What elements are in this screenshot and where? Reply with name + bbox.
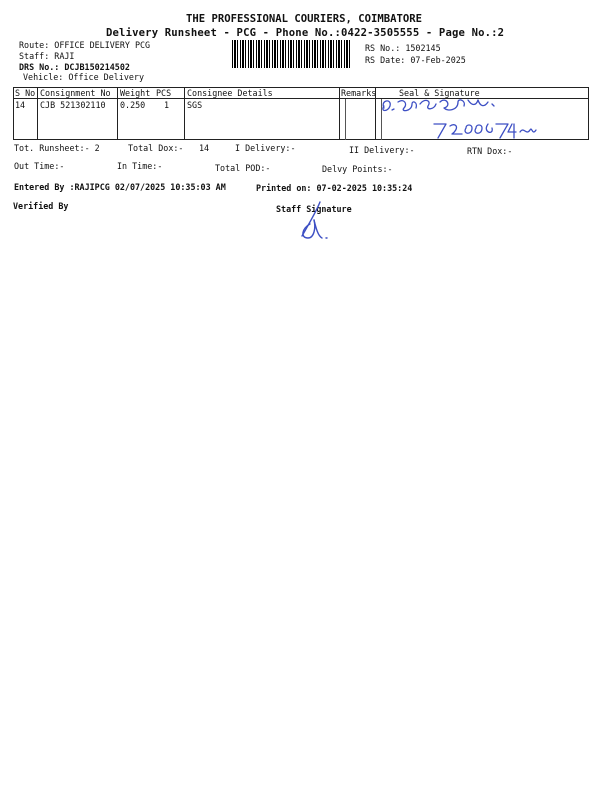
verified-by: Verified By (13, 201, 69, 211)
total-pod: Total POD:- (215, 163, 271, 173)
barcode-image (232, 40, 350, 68)
header-remarks: Remarks (341, 88, 377, 98)
header-seal-signature: Seal & Signature (399, 88, 480, 98)
first-delivery: I Delivery:- (235, 143, 296, 153)
second-delivery: II Delivery:- (349, 145, 415, 155)
rtn-dox: RTN Dox:- (467, 146, 513, 156)
rs-date: RS Date: 07-Feb-2025 (365, 55, 466, 65)
total-dox-value: 14 (199, 143, 210, 153)
staff-signature-mark (296, 198, 336, 246)
route-text: Route: OFFICE DELIVERY PCG (19, 40, 151, 50)
handwritten-receiver-signature (378, 96, 548, 140)
row-consignee: SGS (187, 100, 203, 110)
header-consignee: Consignee Details (187, 88, 273, 98)
col-divider-consignee-inner (345, 99, 346, 140)
company-title: THE PROFESSIONAL COURIERS, COIMBATORE (186, 13, 422, 25)
vehicle-text: Vehicle: Office Delivery (23, 72, 145, 82)
drs-number: DRS No.: DCJB150214502 (19, 62, 130, 72)
out-time: Out Time:- (14, 161, 65, 171)
rs-number: RS No.: 1502145 (365, 43, 441, 53)
delivery-points: Delvy Points:- (322, 164, 393, 174)
row-sno: 14 (15, 100, 26, 110)
col-divider-consignment (117, 87, 118, 140)
header-sno: S No (15, 88, 36, 98)
runsheet-subtitle: Delivery Runsheet - PCG - Phone No.:0422-3505555 - Page No.:2 (106, 27, 505, 39)
header-pcs: PCS (156, 88, 172, 98)
row-consignment-no: CJB 521302110 (40, 100, 106, 110)
staff-text: Staff: RAJI (19, 51, 75, 61)
total-dox-label: Total Dox:- (128, 143, 184, 153)
col-divider-consignee (339, 87, 340, 140)
header-consignment: Consignment No (40, 88, 111, 98)
total-runsheet: Tot. Runsheet:- 2 (14, 143, 100, 153)
in-time: In Time:- (117, 161, 163, 171)
table-border-right (588, 87, 589, 140)
header-weight: Weight (120, 88, 151, 98)
entered-by: Entered By :RAJIPCG 02/07/2025 10:35:03 AM (14, 182, 226, 192)
printed-on: Printed on: 07-02-2025 10:35:24 (256, 183, 413, 193)
row-weight: 0.250 (120, 100, 146, 110)
col-divider-weight (184, 87, 185, 140)
row-pcs: 1 (164, 100, 170, 110)
staff-signature-label: Staff Signature (276, 204, 352, 214)
col-divider-sno (37, 87, 38, 140)
table-border-left (13, 87, 14, 140)
